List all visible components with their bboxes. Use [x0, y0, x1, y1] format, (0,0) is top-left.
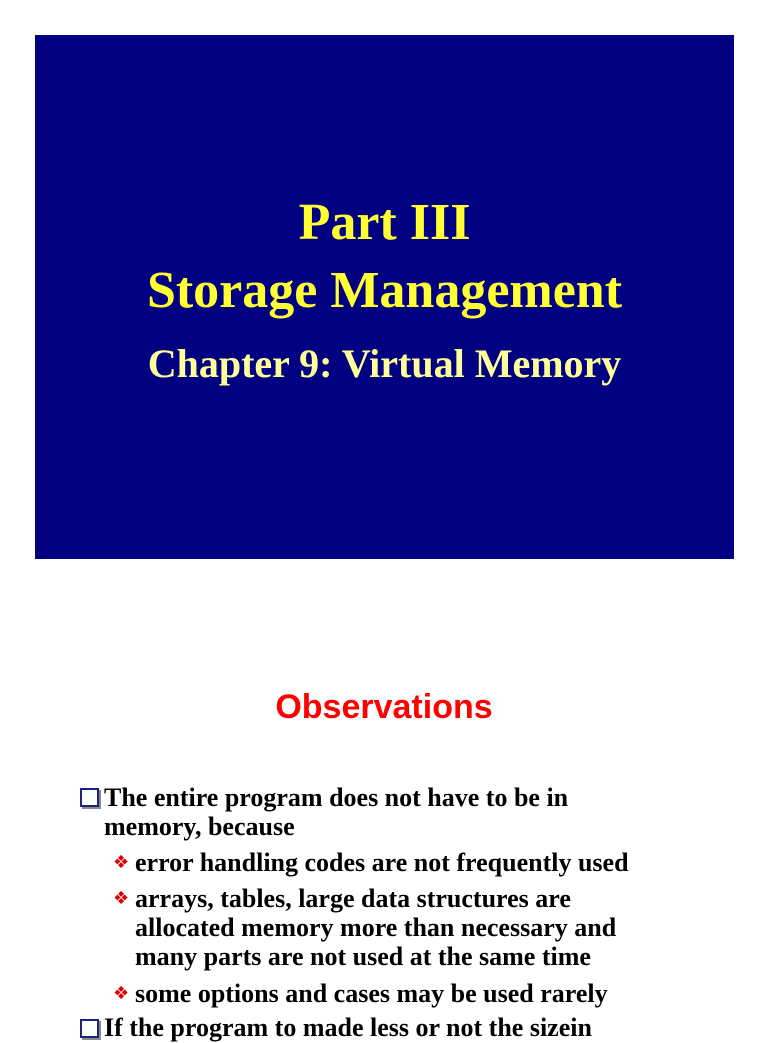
diamond-bullet-icon: ❖	[113, 983, 130, 1004]
part-title: Part III	[298, 194, 471, 251]
diamond-bullet-icon: ❖	[113, 888, 130, 909]
title-slide	[35, 35, 734, 559]
sub-bullet-text: some options and cases may be used rarely	[135, 979, 608, 1008]
sub-bullet-text: many parts are not used at the same time	[135, 942, 591, 971]
bullet-text-partial: If the program to made less or not the sizein	[104, 1013, 592, 1042]
bullet-text: The entire program does not have to be in	[104, 783, 569, 812]
diamond-bullet-icon: ❖	[113, 852, 130, 873]
bullet-text: memory, because	[104, 812, 295, 841]
sub-bullet-text: arrays, tables, large data structures are	[135, 884, 571, 913]
square-bullet-icon	[80, 1019, 99, 1038]
sub-bullet-text: allocated memory more than necessary and	[135, 913, 617, 942]
part-subtitle: Storage Management	[146, 262, 623, 319]
square-bullet-icon	[80, 788, 99, 807]
sub-bullet-text: error handling codes are not frequently used	[135, 848, 629, 877]
observations-title: Observations	[275, 688, 493, 726]
chapter-title: Chapter 9: Virtual Memory	[147, 341, 622, 386]
